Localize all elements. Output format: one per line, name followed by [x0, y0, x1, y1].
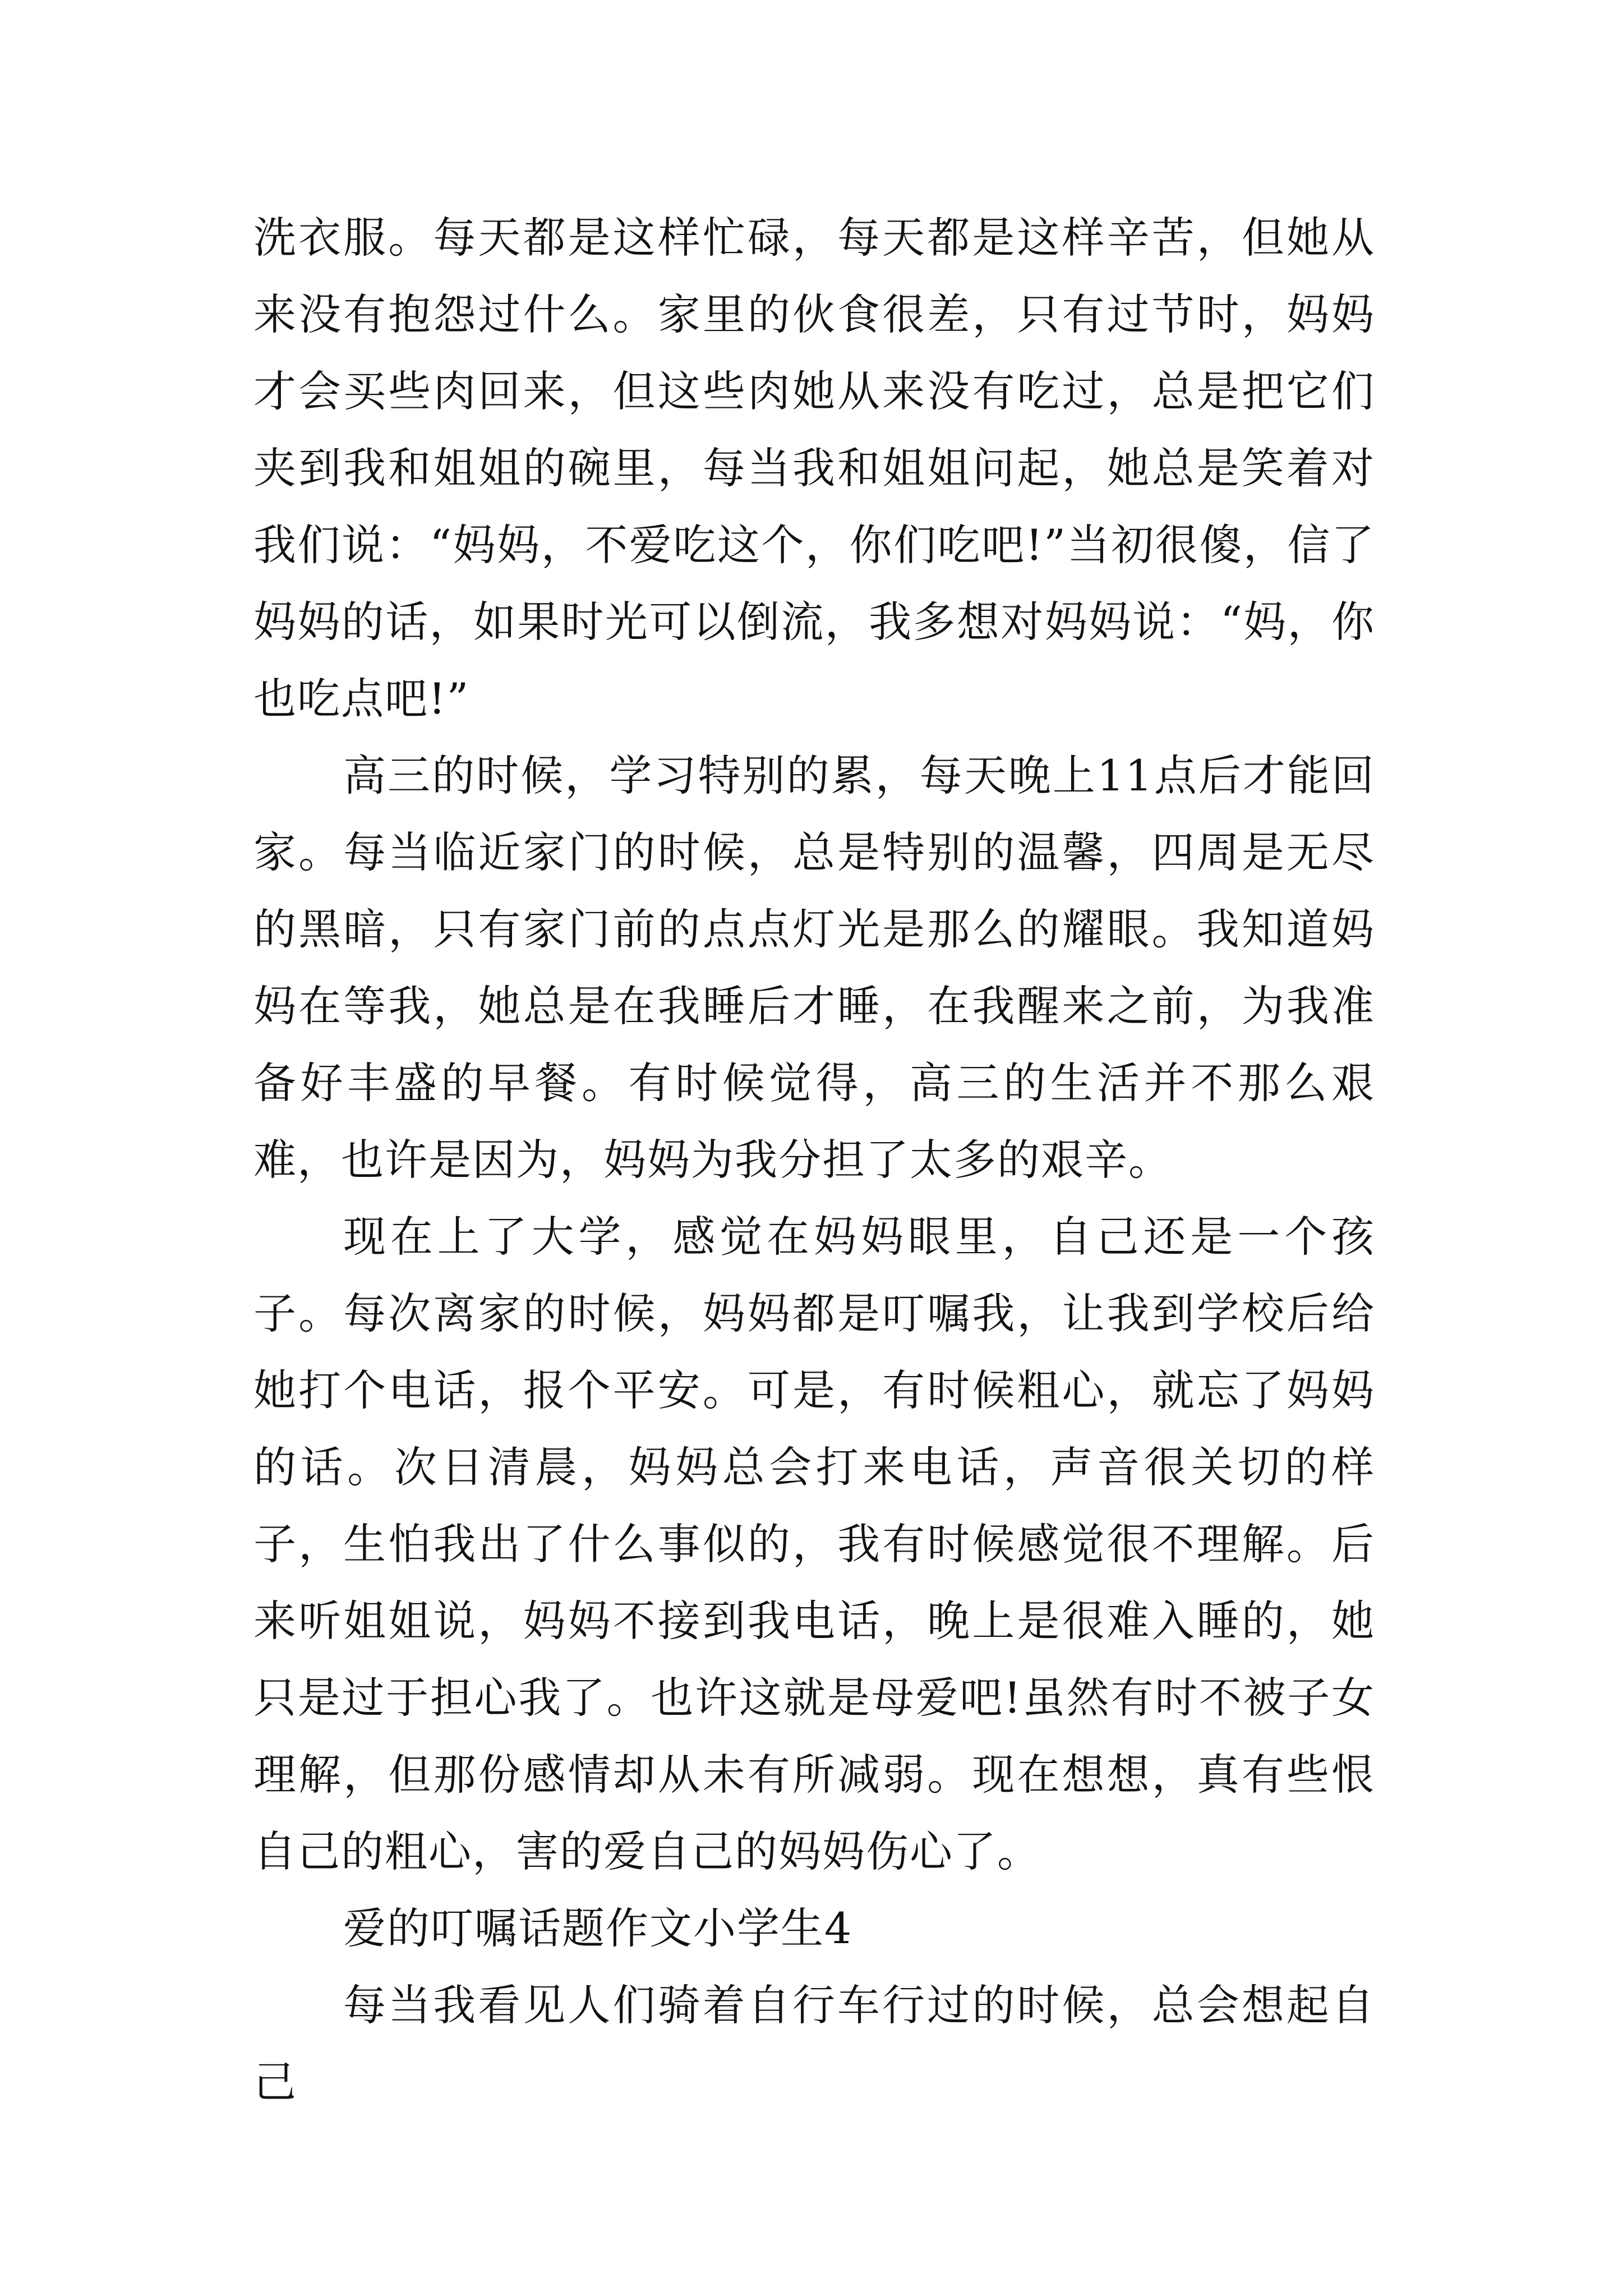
- paragraph-continued: 洗衣服。每天都是这样忙碌，每天都是这样辛苦，但她从来没有抱怨过什么。家里的伙食很差，只有过节时，妈妈才会买些肉回来，但这些肉她从来没有吃过，总是把它们夹到我和姐姐的碗里，每当我和姐姐问起，她总是笑着对我们说：“妈妈，不爱吃这个，你们吃吧!”当初很傻，信了妈妈的话，如果时光可以倒流，我多想对妈妈说：“妈，你也吃点吧!”: [253, 213, 1375, 724]
- section-heading: 爱的叮嘱话题作文小学生4: [343, 1903, 853, 1953]
- paragraph: 每当我看见人们骑着自行车行过的时候，总会想起自己: [253, 1980, 1375, 2107]
- paragraph: 高三的时候，学习特别的累，每天晚上11点后才能回家。每当临近家门的时候，总是特别的温馨，四周是无尽的黑暗，只有家门前的点点灯光是那么的耀眼。我知道妈妈在等我，她总是在我睡后才睡，在我醒来之前，为我准备好丰盛的早餐。有时候觉得，高三的生活并不那么艰难，也许是因为，妈妈为我分担了太多的艰辛。: [253, 751, 1375, 1185]
- document-body: [253, 199, 1375, 2120]
- paragraph: 现在上了大学，感觉在妈妈眼里，自己还是一个孩子。每次离家的时候，妈妈都是叮嘱我，让我到学校后给她打个电话，报个平安。可是，有时候粗心，就忘了妈妈的话。次日清晨，妈妈总会打来电话，声音很关切的样子，生怕我出了什么事似的，我有时候感觉很不理解。后来听姐姐说，妈妈不接到我电话，晚上是很难入睡的，她只是过于担心我了。也许这就是母爱吧!虽然有时不被子女理解，但那份感情却从未有所减弱。现在想想，真有些恨自己的粗心，害的爱自己的妈妈伤心了。: [253, 1212, 1375, 1876]
